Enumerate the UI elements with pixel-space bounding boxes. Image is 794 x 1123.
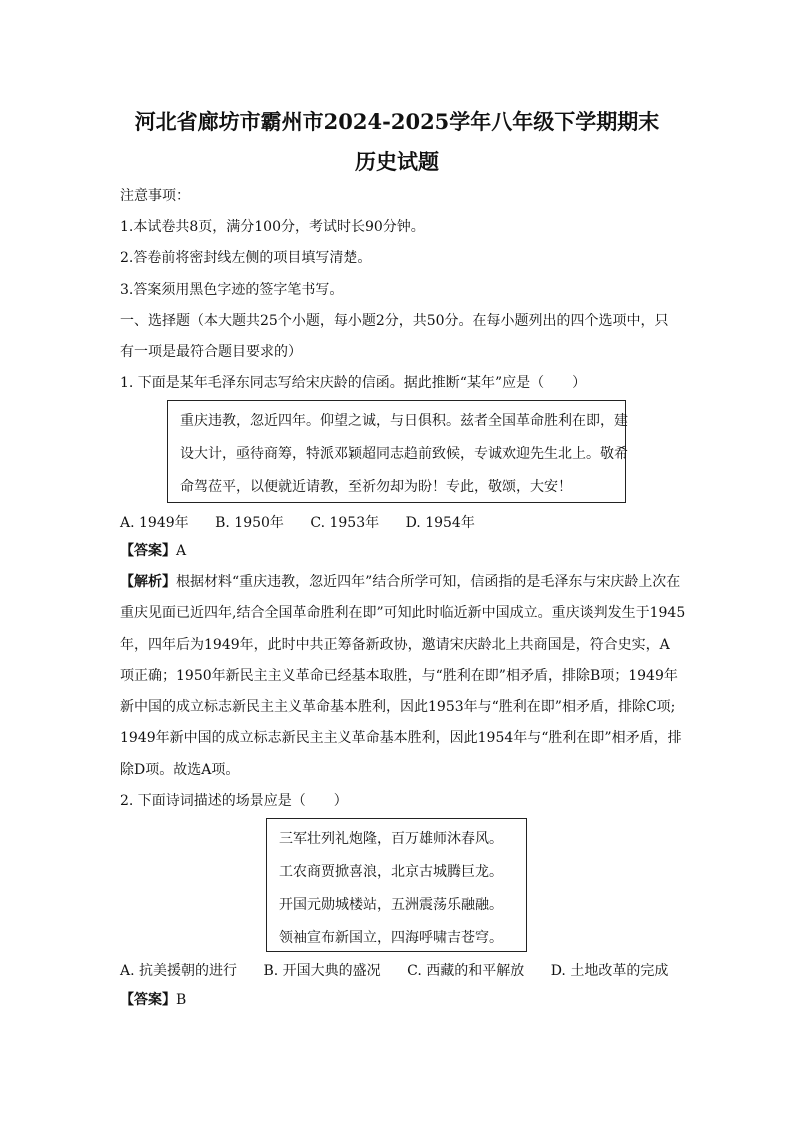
analysis-line: 1949年新中国的成立标志新民主主义革命基本胜利，因此1954年与“胜利在即”相矛盾，排 [120,730,682,746]
question-2-answer [120,990,680,1010]
option-b: B. 开国大典的盛况 [263,963,381,979]
question-1-answer [120,541,680,561]
material-line: 命驾莅平，以便就近请教，至祈勿却为盼！专此，敬颂，大安！ [180,479,572,495]
question-1-options [120,512,497,532]
analysis-line: 重庆见面已近四年,结合全国革命胜利在即”可知此时临近新中国成立。重庆谈判发生于1945 [120,605,686,621]
section-heading: 一、选择题（本大题共25个小题，每小题2分，共50分。在每小题列出的四个选项中，只 [120,313,669,329]
option-c: C. 西藏的和平解放 [407,963,525,979]
answer-value: A [176,543,187,559]
poem-line: 三军壮列礼炮隆，百万雄师沐春风。 [279,831,503,847]
question-2-poem-box [266,818,527,952]
question-1-material-box [167,400,626,503]
notice-item-2: 2.答卷前将密封线左侧的项目填写清楚。 [120,250,372,266]
analysis-line: 项正确；1950年新民主主义革命已经基本取胜，与“胜利在即”相矛盾，排除B项；1949年 [120,668,678,684]
analysis-label: 【解析】 [120,574,176,590]
option-d: D. 土地改革的完成 [550,963,669,979]
option-b: B. 1950年 [215,515,284,531]
answer-value: B [176,992,187,1008]
notice-item-3: 3.答案须用黑色字迹的签字笔书写。 [120,282,344,298]
exam-title: 河北省廊坊市霸州市2024-2025学年八年级下学期期末 [134,109,660,134]
question-2-options [120,960,690,980]
poem-line: 领袖宣布新国立，四海呼啸吉苍穹。 [279,930,503,946]
analysis-line [120,572,680,592]
answer-label: 【答案】 [120,543,176,559]
notice-item-1: 1.本试卷共8页，满分100分，考试时长90分钟。 [120,219,425,235]
analysis-line: 年，四年后为1949年，此时中共正筹备新政协，邀请宋庆龄北上共商国是，符合史实，A [120,637,670,653]
poem-line: 工农商贾掀喜浪，北京古城腾巨龙。 [279,864,503,880]
option-a: A. 抗美援朝的进行 [120,963,238,979]
answer-label: 【答案】 [120,992,176,1008]
option-a: A. 1949年 [120,515,189,531]
analysis-line: 除D项。故选A项。 [120,762,240,778]
material-line: 设大计，亟待商筹，特派邓颖超同志趋前致候，专诚欢迎先生北上。敬希 [180,446,628,462]
section-heading-cont: 有一项是最符合题目要求的） [120,344,302,360]
exam-subtitle: 历史试题 [355,149,439,174]
option-d: D. 1954年 [405,515,475,531]
material-line: 重庆违教，忽近四年。仰望之诚，与日俱积。兹者全国革命胜利在即，建 [180,413,628,429]
question-2-stem: 2. 下面诗词描述的场景应是（ ） [120,793,348,809]
notice-heading: 注意事项： [120,188,190,204]
analysis-line: 新中国的成立标志新民主主义革命基本胜利，因此1953年与“胜利在即”相矛盾，排除C项; [120,699,676,715]
option-c: C. 1953年 [310,515,380,531]
poem-line: 开国元勋城楼站，五洲震荡乐融融。 [279,897,503,913]
analysis-text: 根据材料“重庆违教，忽近四年”结合所学可知，信函指的是毛泽东与宋庆龄上次在 [176,574,681,590]
question-1-stem: 1. 下面是某年毛泽东同志写给宋庆龄的信函。据此推断“某年”应是（ ） [120,375,587,391]
